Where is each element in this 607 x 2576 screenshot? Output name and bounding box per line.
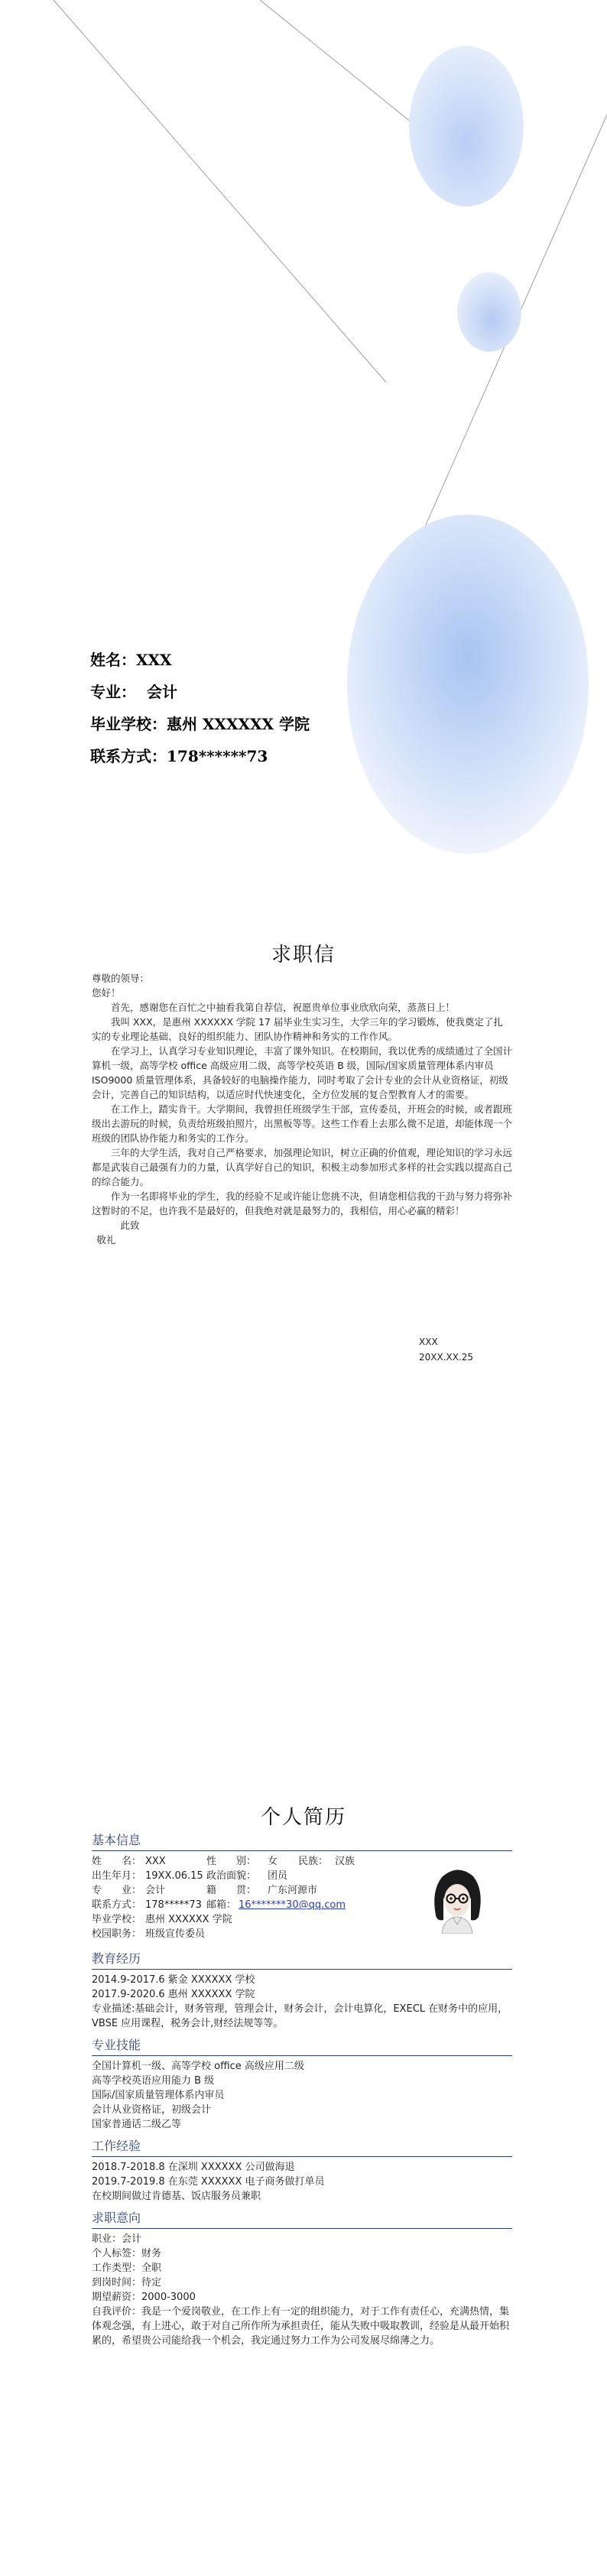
decor-line bbox=[54, 0, 386, 382]
list-item: 2014.9-2017.6 紫金 XXXXXX 学校 bbox=[92, 1974, 255, 1986]
cover-info bbox=[90, 644, 310, 772]
list-item: 国际/国家质量管理体系内审员 bbox=[92, 2090, 225, 2101]
decor-bubble-small bbox=[457, 272, 521, 352]
letter-paragraph: 在学习上，认真学习专业知识理论，丰富了课外知识。在校期间，我以优秀的成绩通过了全国计算机一级，高等学校 office 高级应用二级，高等学校英语 B 级，国际/国家质量管理体系内审员 ISO9000 质量管理体系，具备较好的电脑操作能力，同时考取了会计专业的会计从业资格证，初级会计，完善自己的知识结构，以适应时代快速变化，全方位发展的复合型教育人才的需要。 bbox=[92, 1045, 513, 1100]
section-heading-basic: 基本信息 bbox=[92, 1832, 512, 1851]
skills-list bbox=[92, 2059, 512, 2132]
section-heading-work: 工作经验 bbox=[92, 2138, 512, 2157]
intent-list bbox=[92, 2232, 512, 2348]
email-link[interactable]: 16*******30@qq.com bbox=[239, 1899, 346, 1911]
list-item: 国家普通话二级乙等 bbox=[92, 2119, 182, 2130]
list-item: 专业描述:基础会计，财务管理，管理会计，财务会计，会计电算化，EXECL 在财务中的应用，VBSE 应用课程，税务会计,财经法规等等。 bbox=[92, 2003, 508, 2029]
list-item: 全国计算机一级、高等学校 office 高级应用二级 bbox=[92, 2061, 304, 2072]
section-heading-skills: 专业技能 bbox=[92, 2037, 512, 2056]
letter-paragraph: 首先，感谢您在百忙之中抽看我第自荐信，祝愿贵单位事业欣欣向荣，蒸蒸日上！ bbox=[111, 1002, 456, 1013]
decor-bubble-top bbox=[409, 46, 524, 206]
basic-row: 联系方式： 178*****73 邮箱： 16*******30@qq.com bbox=[92, 1899, 346, 1911]
list-item: 会计从业资格证，初级会计 bbox=[92, 2104, 212, 2116]
list-item: 自我评价：我是一个爱岗敬业，在工作上有一定的组织能力，对于工作有责任心，充满热情，集体观念强，有上进心，敢于对自己所作所为承担责任，能从失败中吸取教训，经验是从最开始积累的，希望贵公司能给我一个机会，我定通过努力工作为公司发展尽绵薄之力。 bbox=[92, 2306, 510, 2347]
letter-paragraph: 我叫 XXX，是惠州 XXXXXX 学院 17 届毕业生实习生，大学三年的学习锻炼，使我奠定了扎实的专业理论基础、良好的组织能力、团队协作精神和务实的工作作风。 bbox=[92, 1016, 503, 1042]
cover-major: 专业： 会计 bbox=[90, 683, 177, 701]
letter-body bbox=[92, 971, 512, 1247]
cover-name: 姓名：XXX bbox=[90, 651, 172, 669]
basic-row: 校园职务： 班级宣传委员 bbox=[92, 1928, 206, 1940]
avatar bbox=[425, 1860, 489, 1934]
decor-bubble-large bbox=[347, 515, 589, 854]
section-heading-education: 教育经历 bbox=[92, 1951, 512, 1970]
list-item: 期望薪资：2000-3000 bbox=[92, 2292, 196, 2303]
letter-sign-name: XXX bbox=[419, 1337, 438, 1347]
letter-greeting: 您好！ bbox=[92, 987, 121, 999]
work-list bbox=[92, 2160, 512, 2204]
basic-row: 姓 名： XXX 性 别： 女 民族： 汉族 bbox=[92, 1856, 355, 1867]
letter-closing: 此致 bbox=[120, 1220, 140, 1231]
list-item: 2019.7-2019.8 在东莞 XXXXXX 电子商务做打单员 bbox=[92, 2176, 325, 2188]
basic-row: 专 业： 会计 籍 贯： 广东河源市 bbox=[92, 1885, 318, 1896]
letter-greeting: 尊敬的领导： bbox=[92, 973, 150, 984]
cover-school: 毕业学校：惠州 XXXXXX 学院 bbox=[90, 715, 310, 733]
letter-sign-date: 20XX.XX.25 bbox=[419, 1352, 474, 1363]
education-list bbox=[92, 1973, 512, 2031]
resume-body bbox=[92, 1832, 512, 2348]
section-heading-intent: 求职意向 bbox=[92, 2210, 512, 2229]
list-item: 职业：会计 bbox=[92, 2233, 142, 2245]
list-item: 高等学校英语应用能力 B 级 bbox=[92, 2075, 215, 2087]
list-item: 2018.7-2018.8 在深圳 XXXXXX 公司做海退 bbox=[92, 2162, 295, 2173]
letter-paragraph: 作为一名即将毕业的学生，我的经验不足或许能让您挑不决，但请您相信我的干劲与努力将弥补这暂时的不足，也许我不是最好的，但我绝对就是最努力的，我相信，用心必赢的精彩！ bbox=[92, 1191, 513, 1217]
list-item: 个人标签：财务 bbox=[92, 2248, 162, 2259]
letter-closing: 敬礼 bbox=[96, 1234, 116, 1246]
list-item: 到岗时间：待定 bbox=[92, 2277, 162, 2289]
basic-info bbox=[92, 1854, 512, 1944]
resume-title: 个人简历 bbox=[260, 1806, 346, 1829]
list-item: 工作类型：全职 bbox=[92, 2263, 162, 2274]
list-item: 在校期间做过肯德基、饭店服务员兼职 bbox=[92, 2191, 261, 2202]
letter-paragraph: 在工作上，踏实肯干。大学期间，我曾担任班级学生干部，宣传委员，开班会的时候，或者跟班级出去游玩的时候，负责给班级拍照片，出黑板等等。这些工作看上去那么微不足道，却能体现一个班级的团队协作能力和务实的工作分。 bbox=[92, 1103, 513, 1144]
basic-row: 出生年月： 19XX.06.15 政治面貌： 团员 bbox=[92, 1870, 288, 1882]
letter-paragraph: 三年的大学生活，我对自己严格要求，加强理论知识，树立正确的价值观，理论知识的学习永远都是武装自己最强有力的力量，认真学好自己的知识，积极主动参加形式多样的社会实践以提高自己的综合能力。 bbox=[92, 1147, 513, 1187]
basic-row: 毕业学校： 惠州 XXXXXX 学院 bbox=[92, 1914, 232, 1925]
list-item: 2017.9-2020.6 惠州 XXXXXX 学院 bbox=[92, 1989, 255, 2000]
letter-title: 求职信 bbox=[271, 944, 336, 966]
cover-contact: 联系方式：178******73 bbox=[90, 747, 268, 765]
